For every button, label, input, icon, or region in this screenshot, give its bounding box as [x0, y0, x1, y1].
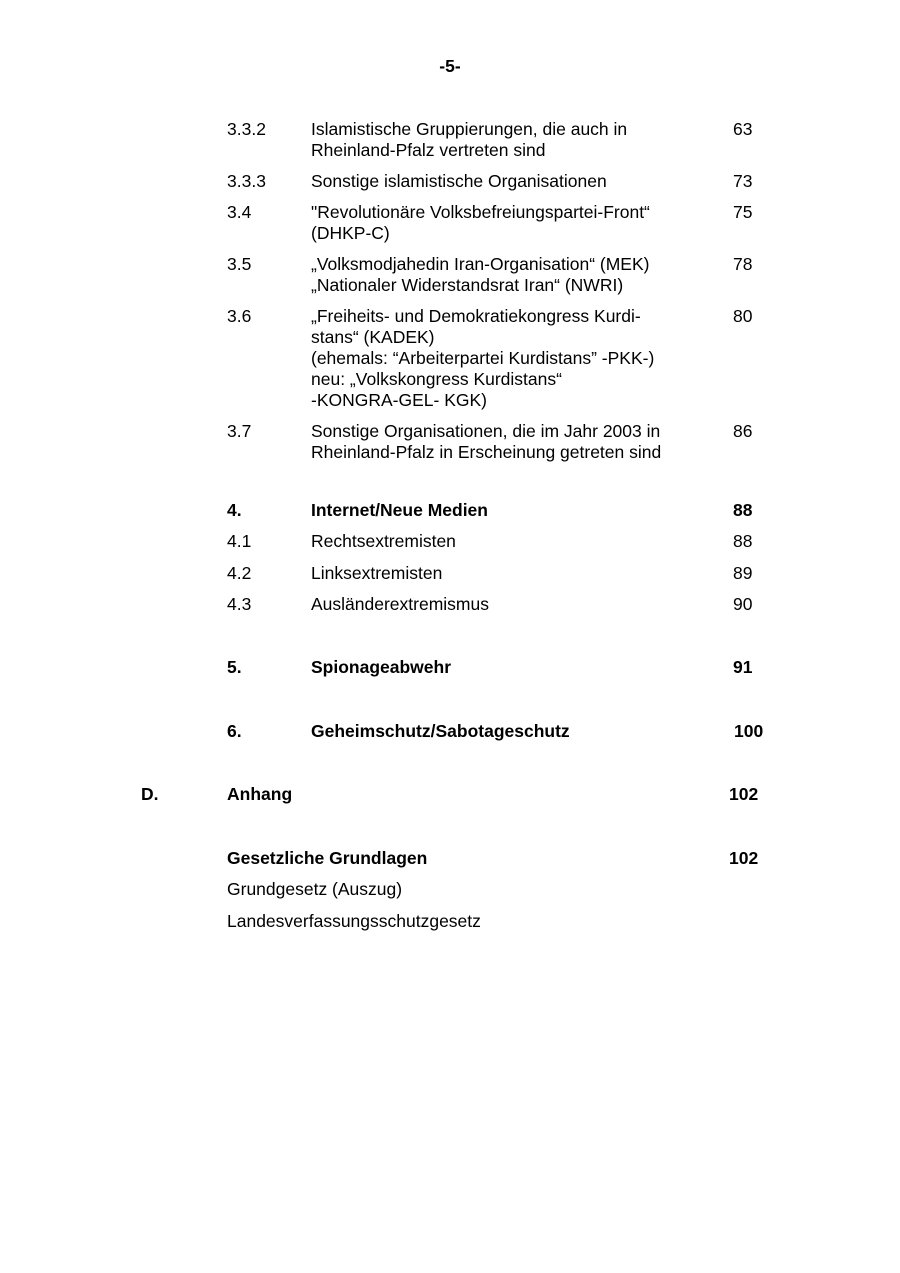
toc-entry-page: 88: [733, 500, 753, 520]
toc-entry-number: 3.6: [227, 306, 252, 326]
toc-entry-title: Islamistische Gruppierungen, die auch in Rheinland-Pfalz vertreten sind: [311, 119, 628, 160]
appendix-section-title: Gesetzliche Grundlagen: [227, 848, 428, 868]
toc-entry-number: 5.: [227, 657, 242, 677]
toc-entry-title: Ausländerextremismus: [311, 594, 489, 614]
toc-entry-title: „Volksmodjahedin Iran-Organisation“ (MEK) „Nationaler Widerstandsrat Iran“ (NWRI): [311, 254, 650, 295]
appendix-section-page: 102: [729, 848, 759, 868]
toc-entry-title: Internet/Neue Medien: [311, 500, 488, 520]
toc-entry-title: Linksextremisten: [311, 563, 443, 583]
toc-entry-number: 3.7: [227, 421, 252, 441]
toc-entry-number: 4.1: [227, 531, 252, 551]
toc-entry-page: 89: [733, 563, 753, 583]
toc-entry-title: Sonstige Organisationen, die im Jahr 2003 in Rheinland-Pfalz in Erscheinung getreten sind: [311, 421, 662, 462]
toc-entry-title: „Freiheits- und Demokratiekongress Kurdi- stans“ (KADEK) (ehemals: “Arbeiterpartei Kurdistans” -PKK-) neu: „Volkskongress Kurdistans“ -KONGRA-GEL- KGK): [311, 306, 655, 410]
chapter-letter: D.: [141, 784, 159, 804]
toc-entry-number: 4.: [227, 500, 242, 520]
toc-entry-page: 73: [733, 171, 753, 191]
toc-entry-number: 6.: [227, 721, 242, 741]
toc-entry-page: 91: [733, 657, 753, 677]
toc-entry-title: Rechtsextremisten: [311, 531, 456, 551]
toc-entry-title: Spionageabwehr: [311, 657, 452, 677]
toc-entry-page: 100: [734, 721, 764, 741]
appendix-item-title: Grundgesetz (Auszug): [227, 879, 403, 899]
toc-entry-page: 80: [733, 306, 753, 326]
toc-entry-number: 4.3: [227, 594, 252, 614]
toc-entry-number: 3.3.2: [227, 119, 266, 139]
toc-entry-page: 78: [733, 254, 753, 274]
toc-entry-page: 75: [733, 202, 753, 222]
toc-entry-page: 88: [733, 531, 753, 551]
appendix-item-title: Landesverfassungsschutzgesetz: [227, 911, 481, 931]
toc-entry-page: 63: [733, 119, 753, 139]
toc-entry-page: 90: [733, 594, 753, 614]
chapter-page: 102: [729, 784, 759, 804]
chapter-title: Anhang: [227, 784, 293, 804]
toc-entry-number: 4.2: [227, 563, 252, 583]
toc-entry-page: 86: [733, 421, 753, 441]
toc-entry-number: 3.4: [227, 202, 252, 222]
toc-entry-title: "Revolutionäre Volksbefreiungspartei-Front“ (DHKP-C): [311, 202, 650, 243]
toc-entry-title: Geheimschutz/Sabotageschutz: [311, 721, 570, 741]
toc-entry-title: Sonstige islamistische Organisationen: [311, 171, 607, 191]
page-number: -5-: [439, 56, 461, 76]
toc-entry-number: 3.5: [227, 254, 252, 274]
toc-entry-number: 3.3.3: [227, 171, 266, 191]
